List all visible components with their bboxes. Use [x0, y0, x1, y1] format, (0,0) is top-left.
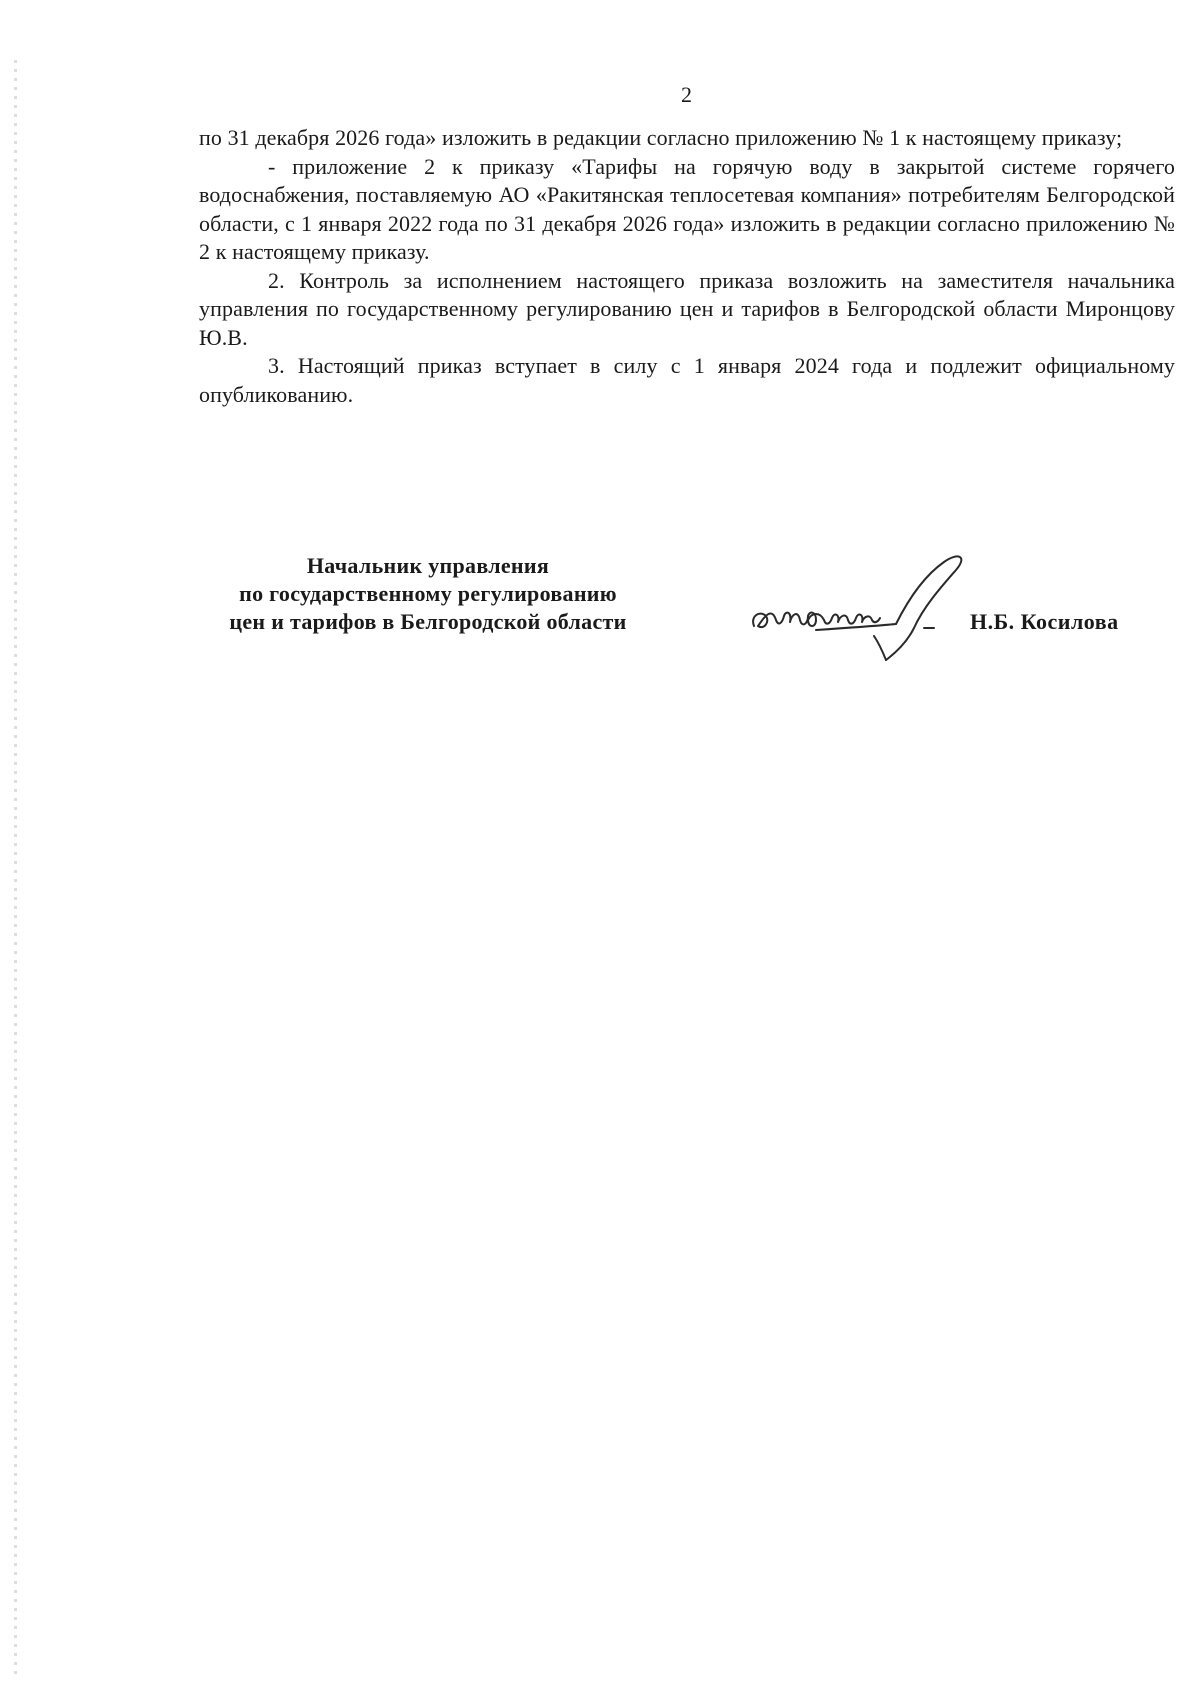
page-number: 2 — [681, 82, 692, 107]
signer-position — [186, 552, 670, 636]
signer-position-line-1: Начальник управления — [306, 553, 550, 578]
signature-block — [186, 552, 1186, 672]
paragraph-continuation: по 31 декабря 2026 года» изложить в редакции согласно приложению № 1 к настоящему приказу; — [199, 125, 1123, 150]
paragraph-item-3-effective-date: 3. Настоящий приказ вступает в силу с 1 января 2024 года и подлежит официальному опубликованию. — [199, 353, 1175, 407]
document-body — [199, 124, 1175, 409]
paragraph-item-2-control: 2. Контроль за исполнением настоящего приказа возложить на заместителя начальника управления по государственному регулированию цен и тарифов в Белгородской области Миронцову Ю.В. — [199, 267, 1175, 350]
paragraph-appendix-2: - приложение 2 к приказу «Тарифы на горячую воду в закрытой системе горячего водоснабжения, поставляемую АО «Ракитянская теплосетевая компания» потребителям Белгородской области, с 1 января 2022 года по 31 декабря 2026 года» изложить в редакции согласно приложению № 2 к настоящему приказу. — [199, 153, 1175, 264]
signer-position-line-2: по государственному регулированию — [239, 581, 617, 606]
scan-edge-artifact — [14, 60, 17, 1680]
signer-position-line-3: цен и тарифов в Белгородской области — [229, 609, 627, 634]
signer-name: Н.Б. Косилова — [970, 609, 1119, 634]
handwritten-signature — [746, 540, 1006, 670]
